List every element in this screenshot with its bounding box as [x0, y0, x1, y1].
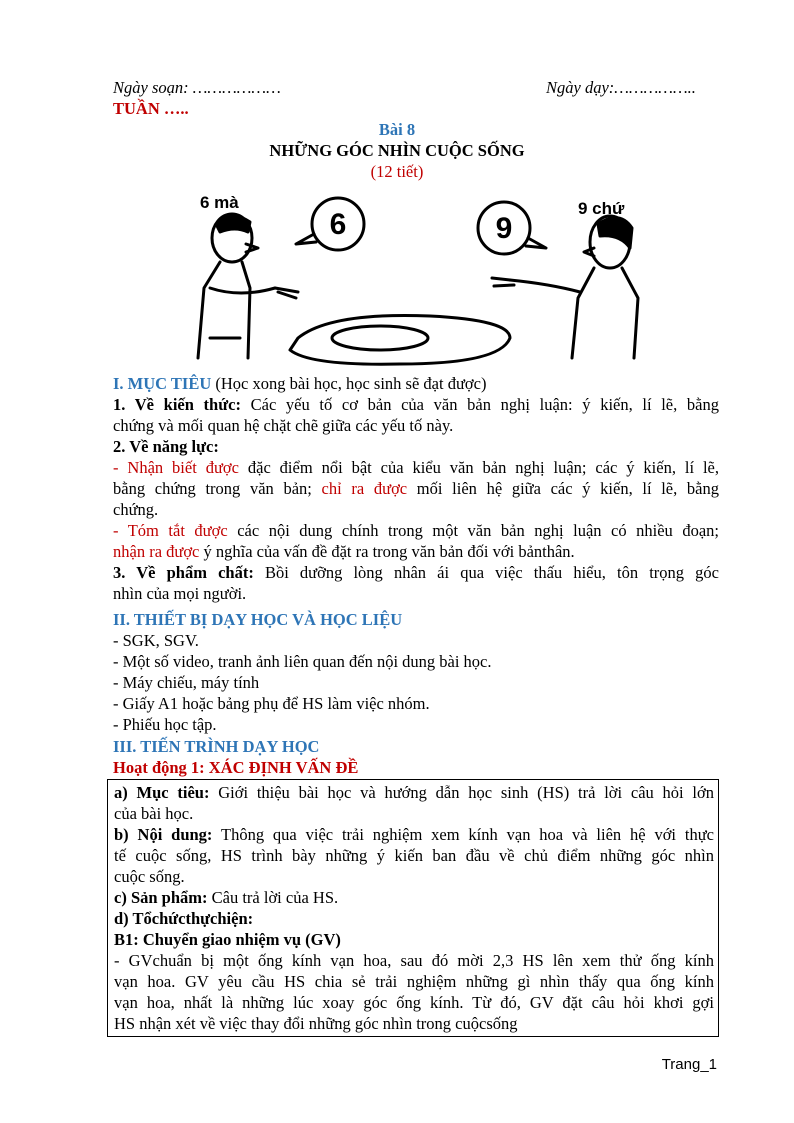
ability-1a: đặc điểm nổi bật của kiểu văn bản nghị luận; các ý kiến, lí lẽ, — [238, 458, 719, 477]
equipment-item: - Giấy A1 hoặc bảng phụ để HS làm việc nhóm. — [113, 694, 430, 713]
ability-2b: ý nghĩa của vấn đề đặt ra trong văn bản đối với bảnthân. — [199, 542, 575, 561]
box-b-text-1: Thông qua việc trải nghiệm xem kính vạn hoa và liên hệ với thực — [212, 825, 714, 844]
lesson-periods: (12 tiết) — [370, 162, 424, 181]
ability-line-1 — [113, 457, 719, 478]
box-d-label: d) Tổchứcthựchiện: — [114, 909, 254, 928]
box-b-text-2: tế cuộc sống, HS trình bày những ý kiến ban đầu về chủ điểm những góc nhìn — [114, 846, 714, 865]
equipment-item: - Một số video, tranh ảnh liên quan đến nội dung bài học. — [113, 652, 492, 671]
ability-label: 2. Về năng lực: — [113, 437, 219, 456]
lesson-number: Bài 8 — [378, 120, 416, 139]
equipment-item: - Phiếu học tập. — [113, 715, 217, 734]
quality-text-2: nhìn của mọi người. — [113, 584, 247, 603]
right-speech-text: 9 chứ — [578, 199, 625, 218]
tuan: TUẦN ….. — [113, 99, 189, 118]
ability-1b-rest: mối liên hệ giữa các ý kiến, lí lẽ, bằng — [407, 479, 720, 498]
box-b1-label: B1: Chuyển giao nhiệm vụ (GV) — [114, 930, 341, 949]
equipment-item: - SGK, SGV. — [113, 631, 199, 650]
ability-1a-red: - Nhận biết được — [113, 458, 239, 477]
knowledge-text-1: Các yếu tố cơ bản của văn bản nghị luận: ý kiến, lí lẽ, bằng — [240, 395, 719, 414]
ability-1c: chứng. — [113, 500, 159, 519]
box-c-line — [114, 887, 720, 908]
box-b-line-1 — [114, 824, 714, 845]
ability-line-4 — [113, 520, 719, 541]
box-a-text-1: Giới thiệu bài học và hướng dẫn học sinh (HS) trả lời câu hỏi lớn — [209, 783, 714, 802]
activity-heading: Hoạt động 1: XÁC ĐỊNH VẤN ĐỀ — [113, 758, 359, 777]
equipment-item: - Máy chiếu, máy tính — [113, 673, 260, 692]
box-b1-text-1: - GVchuẩn bị một ống kính vạn hoa, sau đó mời 2,3 HS lên xem thử ống kính — [114, 951, 714, 970]
quality-label: 3. Về phẩm chất: — [113, 563, 254, 582]
ability-line-5 — [113, 541, 719, 562]
left-speech-text: 6 mà — [200, 193, 239, 212]
ability-1b-red: chỉ ra được — [321, 479, 408, 498]
knowledge-line-1 — [113, 394, 719, 415]
section1-heading-note: (Học xong bài học, học sinh sẽ đạt được) — [211, 374, 487, 393]
ability-line-2 — [113, 478, 719, 499]
box-b1-text-3: vạn hoa, nhất là những lúc xoay góc ống kính. Từ đó, GV đặt câu hỏi khơi gợi — [114, 993, 714, 1012]
section3-heading: III. TIẾN TRÌNH DẠY HỌC — [113, 737, 320, 756]
lesson-title: NHỮNG GÓC NHÌN CUỘC SỐNG — [269, 141, 525, 160]
knowledge-label: 1. Về kiến thức: — [113, 395, 241, 414]
knowledge-text-2: chứng và mối quan hệ chặt chẽ giữa các yếu tố này. — [113, 416, 454, 435]
quality-text-1: Bồi dưỡng lòng nhân ái qua việc thấu hiểu, tôn trọng góc — [253, 563, 719, 582]
page-number: Trang_1 — [661, 1056, 717, 1073]
box-b-text-3: cuộc sống. — [114, 867, 185, 886]
ability-2a-red: - Tóm tắt được — [113, 521, 228, 540]
box-b-label: b) Nội dung: — [114, 825, 213, 844]
ngay-soan: Ngày soạn: ……………… — [113, 78, 281, 97]
activity-box — [107, 779, 719, 1037]
ngay-day: Ngày dạy:…………….. — [546, 78, 696, 97]
section1-heading: I. MỤC TIÊU — [113, 374, 212, 393]
box-a-line-1 — [114, 782, 714, 803]
quality-line-1 — [113, 562, 719, 583]
ability-2a: các nội dung chính trong một văn bản nghị luận có nhiều đoạn; — [227, 521, 719, 540]
ability-1b: bằng chứng trong văn bản; — [113, 479, 322, 498]
box-b1-text-2: vạn hoa. GV yêu cầu HS chia sẻ trải nghiệm những gì nhìn thấy qua ống kính — [114, 972, 714, 991]
box-c-text: Câu trả lời của HS. — [207, 888, 339, 907]
svg-text:6: 6 — [329, 208, 347, 241]
section1-heading-line — [113, 373, 719, 394]
section2-heading: II. THIẾT BỊ DẠY HỌC VÀ HỌC LIỆU — [113, 610, 403, 629]
box-a-label: a) Mục tiêu: — [114, 783, 210, 802]
box-b1-text-4: HS nhận xét về việc thay đổi những góc nhìn trong cuộcsống — [114, 1014, 518, 1033]
box-a-text-2: của bài học. — [114, 804, 194, 823]
ability-2b-red: nhận ra được — [113, 542, 200, 561]
illustration-6-or-9 — [180, 188, 680, 368]
box-c-label: c) Sản phẩm: — [114, 888, 208, 907]
svg-text:9: 9 — [495, 212, 513, 245]
